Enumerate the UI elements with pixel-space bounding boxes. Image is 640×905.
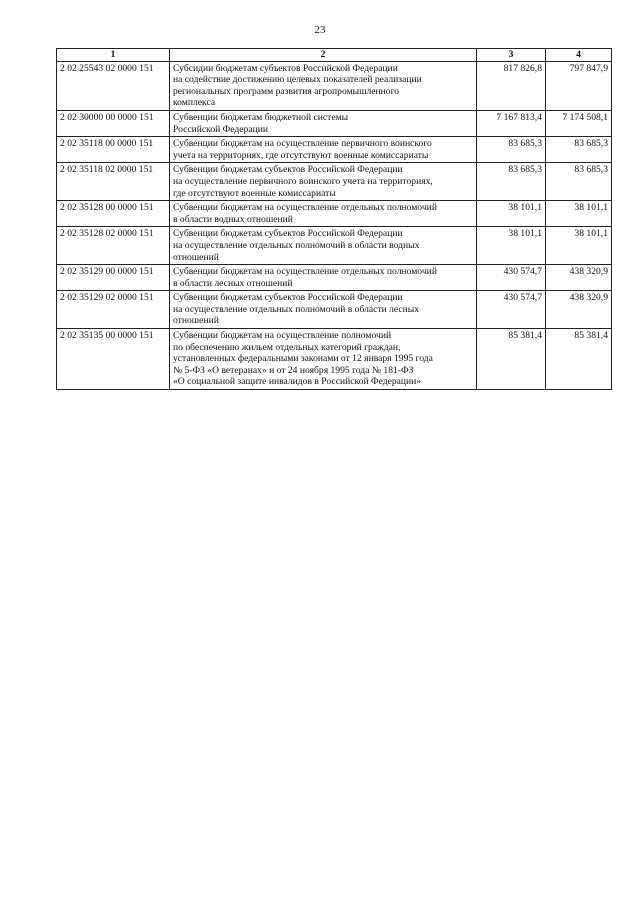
description-line: Субвенции бюджетам бюджетной системы	[173, 111, 349, 123]
row-description	[170, 201, 477, 227]
table-row	[57, 291, 612, 329]
description-line: в области водных отношений	[173, 213, 293, 225]
row-description	[170, 61, 477, 110]
row-description	[170, 137, 477, 163]
header-row	[57, 49, 612, 62]
row-description	[170, 329, 477, 390]
row-value-col4: 797 847,9	[546, 61, 612, 110]
table-row	[57, 329, 612, 390]
description-line: Субвенции бюджетам субъектов Российской Федерации	[173, 292, 403, 304]
description-line: где отсутствуют военные комиссариаты	[173, 187, 336, 199]
page-number: 23	[314, 24, 326, 36]
row-value-col3: 7 167 813,4	[477, 110, 546, 136]
header-col-3: 3	[477, 49, 546, 62]
table-row	[57, 227, 612, 265]
table-row	[57, 137, 612, 163]
row-code: 2 02 35129 00 0000 151	[57, 265, 170, 291]
budget-table	[56, 48, 612, 390]
row-value-col3: 817 826,8	[477, 61, 546, 110]
row-value-col4: 83 685,3	[546, 137, 612, 163]
table-row	[57, 265, 612, 291]
description-line: Субвенции бюджетам на осуществление отдельных полномочий	[173, 266, 437, 278]
row-description	[170, 265, 477, 291]
description-line: на осуществление отдельных полномочий в области лесных	[173, 303, 420, 315]
row-value-col4: 438 320,9	[546, 265, 612, 291]
description-line: установленных федеральными законами от 12 января 1995 года	[173, 353, 433, 365]
table-row	[57, 110, 612, 136]
description-line: учета на территориях, где отсутствуют военные комиссариаты	[173, 149, 429, 161]
description-line: в области лесных отношений	[173, 277, 293, 289]
row-description	[170, 227, 477, 265]
row-description	[170, 291, 477, 329]
description-line: Субвенции бюджетам субъектов Российской Федерации	[173, 228, 403, 240]
header-col-2: 2	[170, 49, 477, 62]
table-body	[57, 61, 612, 389]
description-line: Субвенции бюджетам субъектов Российской Федерации	[173, 164, 403, 176]
description-line: по обеспечению жильем отдельных категорий граждан,	[173, 341, 401, 353]
row-code: 2 02 35129 02 0000 151	[57, 291, 170, 329]
description-line: Субсидии бюджетам субъектов Российской Федерации	[173, 62, 398, 74]
table-header	[57, 49, 612, 62]
description-line: № 5-ФЗ «О ветеранах» и от 24 ноября 1995 года № 181-ФЗ	[173, 364, 414, 376]
description-line: комплекса	[173, 97, 216, 109]
header-col-1: 1	[57, 49, 170, 62]
description-line: отношений	[173, 315, 219, 327]
row-value-col3: 85 381,4	[477, 329, 546, 390]
description-line: Субвенции бюджетам на осуществление отдельных полномочий	[173, 202, 437, 214]
table-row	[57, 163, 612, 201]
row-description	[170, 110, 477, 136]
row-value-col3: 83 685,3	[477, 163, 546, 201]
description-line: региональных программ развития агропромышленного	[173, 85, 400, 97]
description-line: на содействие достижению целевых показателей реализации	[173, 74, 422, 86]
row-value-col3: 83 685,3	[477, 137, 546, 163]
row-code: 2 02 35128 00 0000 151	[57, 201, 170, 227]
description-line: на осуществление первичного воинского учета на территориях,	[173, 175, 433, 187]
row-code: 2 02 35135 00 0000 151	[57, 329, 170, 390]
description-line: Российской Федерации	[173, 123, 268, 135]
row-value-col4: 38 101,1	[546, 201, 612, 227]
description-line: Субвенции бюджетам на осуществление первичного воинского	[173, 138, 432, 150]
table-row	[57, 61, 612, 110]
description-line: Субвенции бюджетам на осуществление полномочий	[173, 330, 392, 342]
description-line: на осуществление отдельных полномочий в области водных	[173, 239, 420, 251]
row-value-col3: 430 574,7	[477, 291, 546, 329]
row-value-col4: 85 381,4	[546, 329, 612, 390]
row-code: 2 02 35128 02 0000 151	[57, 227, 170, 265]
row-code: 2 02 35118 02 0000 151	[57, 163, 170, 201]
row-value-col4: 38 101,1	[546, 227, 612, 265]
row-value-col4: 83 685,3	[546, 163, 612, 201]
row-code: 2 02 25543 02 0000 151	[57, 61, 170, 110]
row-value-col3: 430 574,7	[477, 265, 546, 291]
header-col-4: 4	[546, 49, 612, 62]
row-code: 2 02 35118 00 0000 151	[57, 137, 170, 163]
row-code: 2 02 30000 00 0000 151	[57, 110, 170, 136]
description-line: отношений	[173, 251, 219, 263]
row-value-col4: 7 174 508,1	[546, 110, 612, 136]
row-value-col3: 38 101,1	[477, 227, 546, 265]
row-value-col3: 38 101,1	[477, 201, 546, 227]
row-description	[170, 163, 477, 201]
table-row	[57, 201, 612, 227]
row-value-col4: 438 320,9	[546, 291, 612, 329]
description-line: «О социальной защите инвалидов в Российской Федерации»	[173, 376, 422, 388]
